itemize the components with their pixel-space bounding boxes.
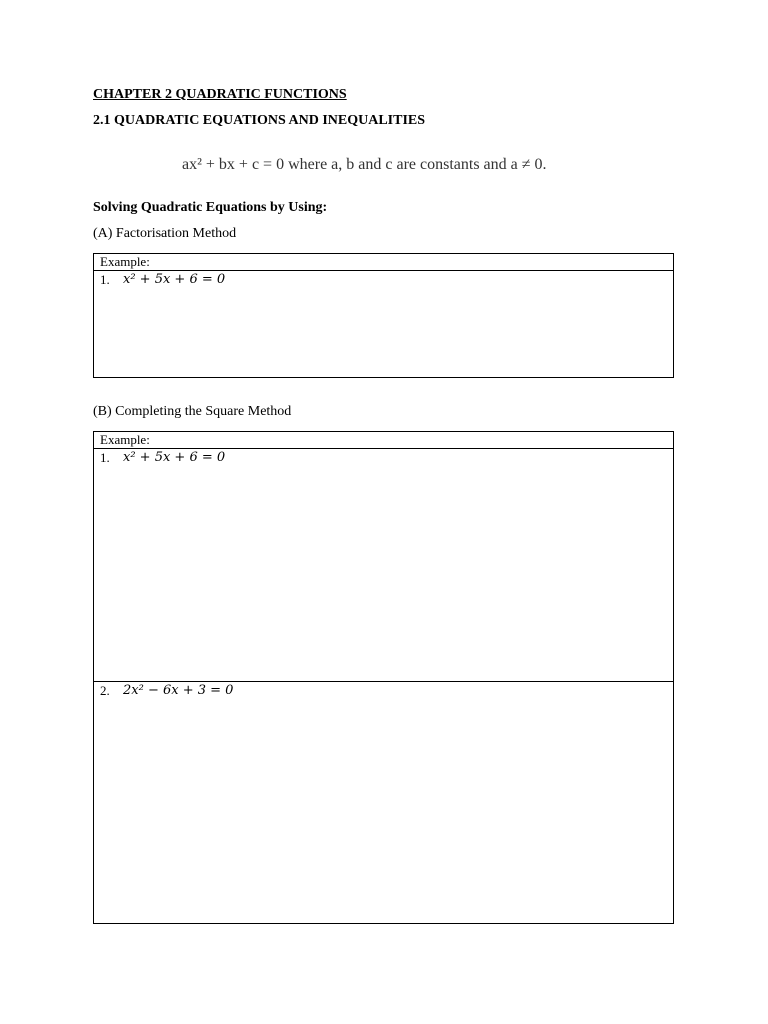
example-box-completing-square [93,431,674,924]
question-cell [94,271,673,378]
question-equation: x² + 5x + 6 = 0 [123,272,226,287]
general-form-formula [182,156,547,174]
general-form-equation: ax² + bx + c = 0 [182,156,285,173]
example-header: Example: [94,254,673,271]
general-form-condition: where a, b and c are constants and a ≠ 0. [288,156,547,173]
question-equation: x² + 5x + 6 = 0 [123,450,226,465]
solving-heading: Solving Quadratic Equations by Using: [93,200,328,215]
question-equation: 2x² − 6x + 3 = 0 [123,683,234,698]
example-box-factorisation [93,253,674,378]
question-cell [94,449,673,681]
question-cell [94,681,673,924]
section-title: 2.1 QUADRATIC EQUATIONS AND INEQUALITIES [93,113,426,128]
example-header: Example: [94,432,673,449]
question-number: 1. [100,272,110,287]
chapter-title: CHAPTER 2 QUADRATIC FUNCTIONS [93,87,347,102]
method-b-label: (B) Completing the Square Method [93,404,292,419]
method-a-label: (A) Factorisation Method [93,226,237,241]
question-number: 1. [100,450,110,465]
question-number: 2. [100,683,110,698]
